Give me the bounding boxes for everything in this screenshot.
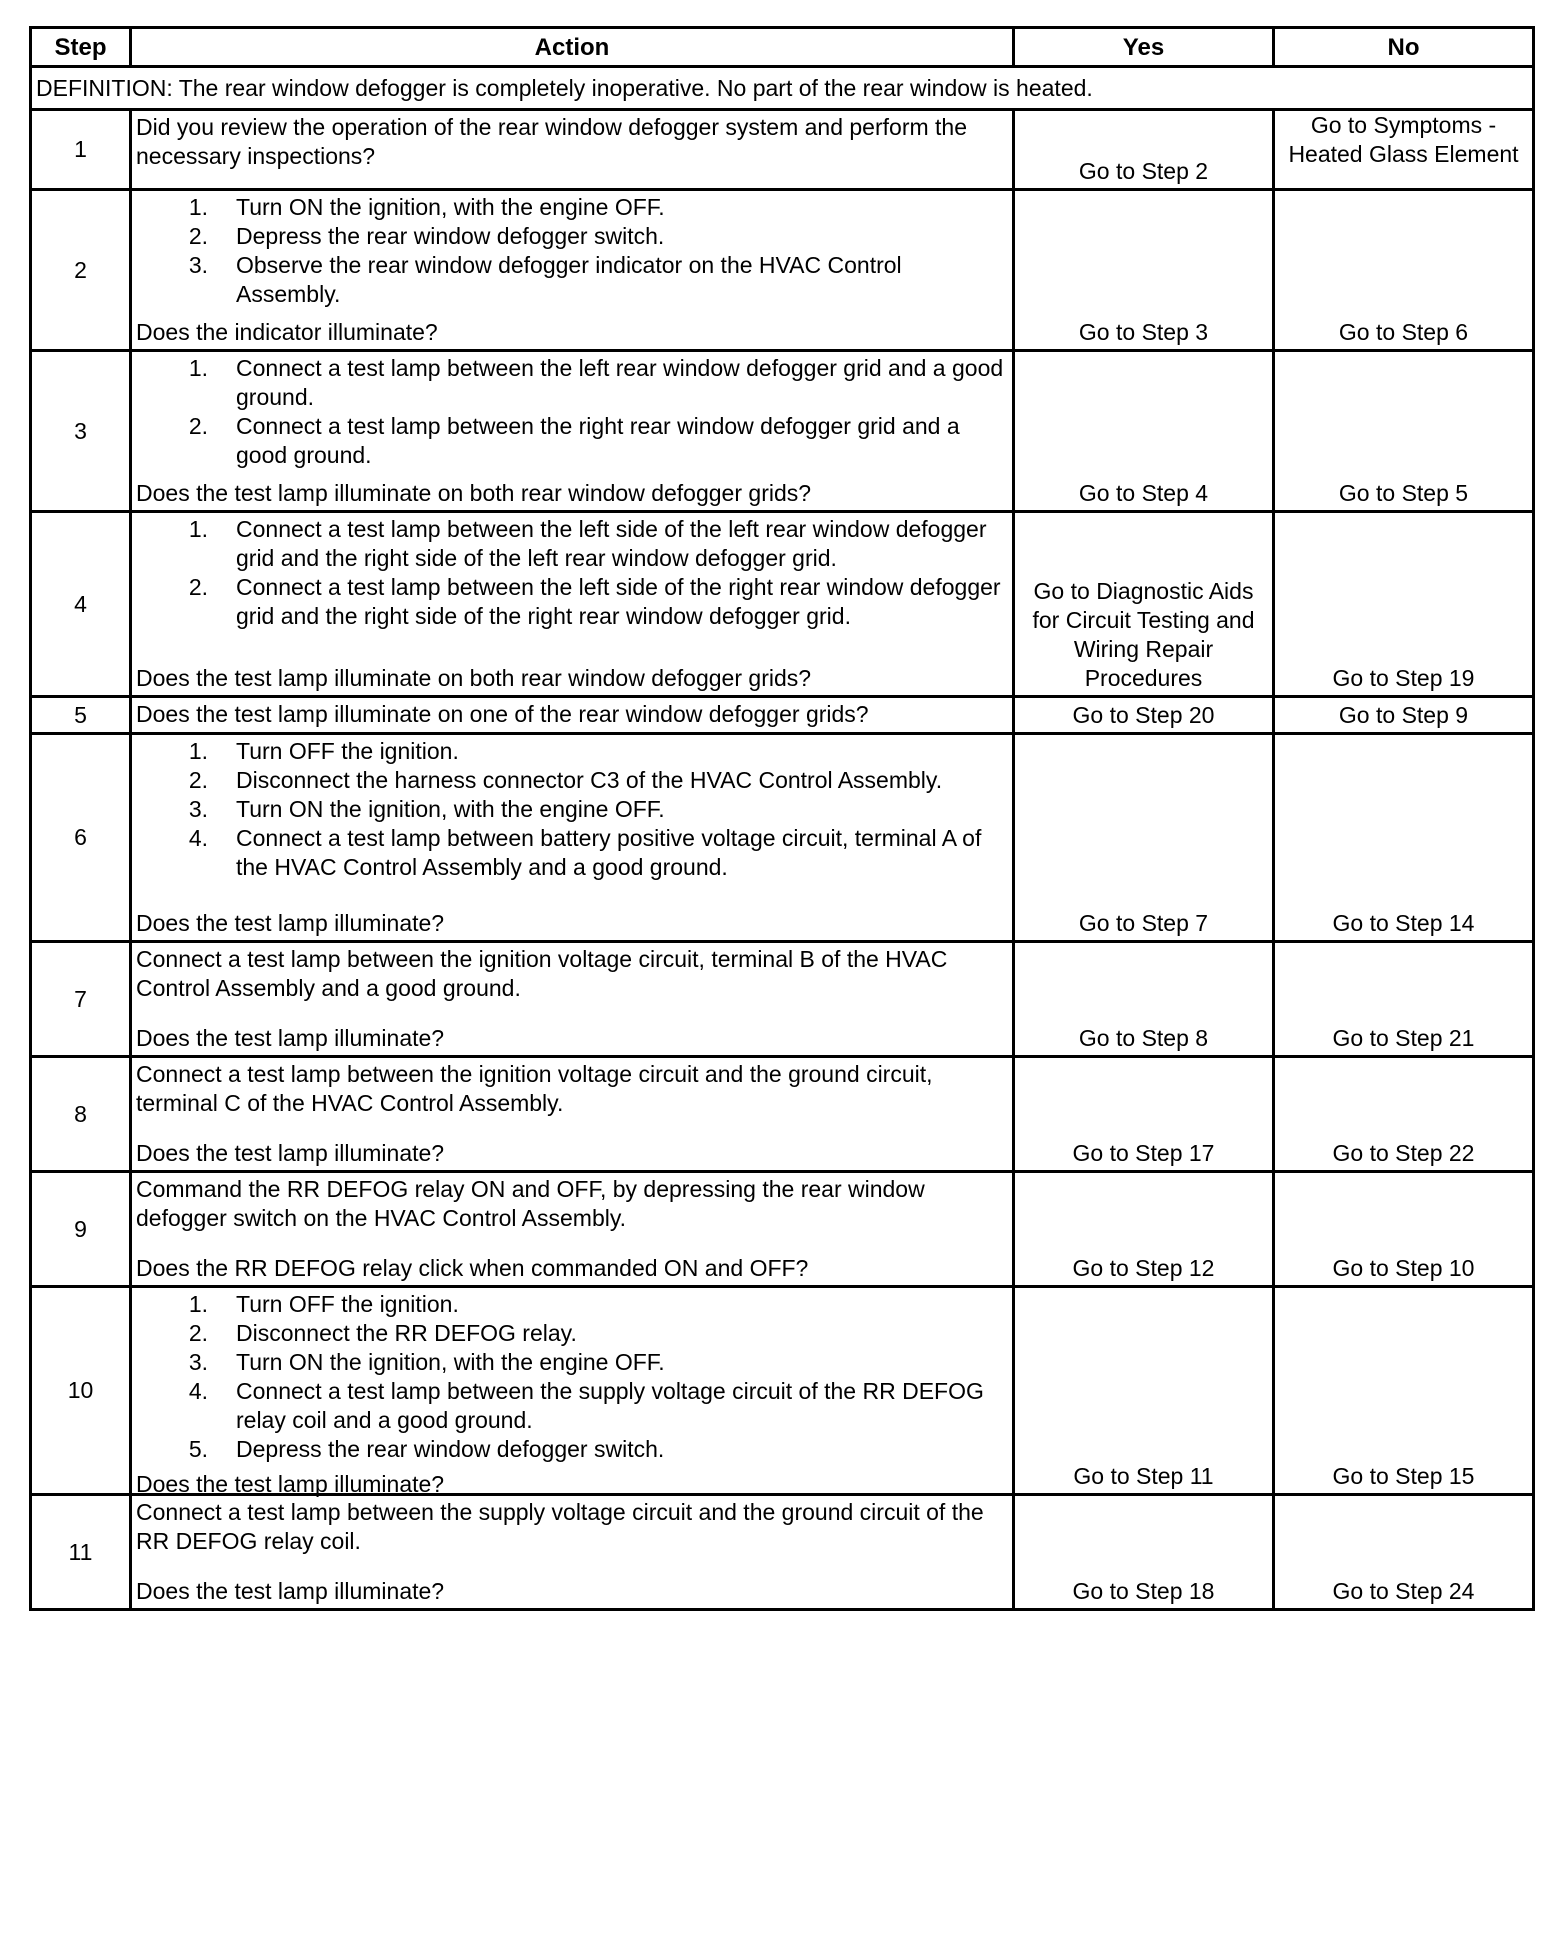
action-cell: [131, 1057, 1014, 1172]
step-number: 10: [31, 1287, 131, 1495]
action-cell: [131, 1495, 1014, 1610]
table-row: [31, 734, 1534, 942]
action-steps-list: [136, 193, 1008, 309]
action-top: [136, 354, 1008, 470]
action-cell: [131, 1287, 1014, 1495]
definition-row: [31, 67, 1534, 110]
list-item-number: 2.: [188, 767, 208, 793]
action-question: Does the indicator illuminate?: [136, 319, 438, 345]
list-item-number: 5.: [188, 1436, 208, 1462]
list-item-text: Connect a test lamp between battery positive voltage circuit, terminal A of the HVAC Control Assembly and a good ground.: [236, 825, 982, 880]
list-item-number: 2.: [188, 413, 208, 439]
list-item: [136, 1290, 1008, 1319]
action-top: [136, 1498, 1008, 1556]
action-question: Does the test lamp illuminate?: [136, 1578, 445, 1604]
action-content: [132, 1173, 1012, 1285]
list-item-text: Connect a test lamp between the right rear window defogger grid and a good ground.: [236, 413, 960, 468]
list-item: [136, 354, 1008, 412]
list-item-number: 2.: [188, 574, 208, 600]
table-row: [31, 190, 1534, 351]
action-cell: [131, 1172, 1014, 1287]
table-row: [31, 1057, 1534, 1172]
list-item-number: 3.: [188, 252, 208, 278]
action-question: Does the test lamp illuminate on both rear window defogger grids?: [136, 665, 812, 691]
step-number: 6: [31, 734, 131, 942]
list-item: [136, 222, 1008, 251]
list-item-number: 4.: [188, 1378, 208, 1404]
header-no: No: [1274, 28, 1534, 67]
list-item-number: 4.: [188, 825, 208, 851]
list-item: [136, 193, 1008, 222]
action-intro: Command the RR DEFOG relay ON and OFF, by depressing the rear window defogger switch on the HVAC Control Assembly.: [136, 1176, 925, 1231]
action-top: [136, 515, 1008, 631]
action-steps-list: [136, 737, 1008, 882]
header-yes: Yes: [1014, 28, 1274, 67]
list-item-text: Disconnect the harness connector C3 of the HVAC Control Assembly.: [236, 767, 943, 793]
action-top: [136, 1175, 1008, 1233]
action-steps-list: [136, 515, 1008, 631]
list-item: [136, 795, 1008, 824]
action-question: Does the test lamp illuminate?: [136, 1025, 445, 1051]
step-number: 2: [31, 190, 131, 351]
no-cell: Go to Step 5: [1274, 351, 1534, 512]
list-item-text: Disconnect the RR DEFOG relay.: [236, 1320, 577, 1346]
table-row: [31, 1287, 1534, 1495]
yes-cell: Go to Step 3: [1014, 190, 1274, 351]
action-intro: Connect a test lamp between the supply voltage circuit and the ground circuit of the RR DEFOG relay coil.: [136, 1499, 984, 1554]
action-question: Does the RR DEFOG relay click when commanded ON and OFF?: [136, 1255, 809, 1281]
action-content: [132, 943, 1012, 1055]
yes-cell: Go to Step 4: [1014, 351, 1274, 512]
table-row: [31, 942, 1534, 1057]
action-cell: [131, 190, 1014, 351]
no-cell: Go to Step 21: [1274, 942, 1534, 1057]
step-number: 4: [31, 512, 131, 697]
list-item-text: Connect a test lamp between the left side of the left rear window defogger grid and the right side of the left rear window defogger grid.: [236, 516, 987, 571]
action-content: [132, 191, 1012, 349]
action-top: [136, 193, 1008, 309]
action-intro: Does the test lamp illuminate on one of the rear window defogger grids?: [136, 701, 869, 727]
diagnostic-table: [29, 26, 1535, 1611]
table-row: [31, 697, 1534, 734]
list-item: [136, 1319, 1008, 1348]
list-item: [136, 412, 1008, 470]
action-cell: [131, 734, 1014, 942]
action-content: [132, 1058, 1012, 1170]
step-number: 3: [31, 351, 131, 512]
action-content: [132, 1288, 1012, 1497]
action-intro: Connect a test lamp between the ignition voltage circuit and the ground circuit, terminal C of the HVAC Control Assembly.: [136, 1061, 933, 1116]
action-content: [132, 735, 1012, 940]
yes-cell: Go to Step 12: [1014, 1172, 1274, 1287]
action-content: [132, 698, 1012, 732]
action-content: [132, 111, 1012, 188]
list-item: [136, 737, 1008, 766]
list-item: [136, 1435, 1008, 1464]
table-row: [31, 1495, 1534, 1610]
list-item-number: 2.: [188, 1320, 208, 1346]
no-cell: Go to Step 22: [1274, 1057, 1534, 1172]
list-item-number: 3.: [188, 1349, 208, 1375]
list-item: [136, 573, 1008, 631]
no-cell: Go to Symptoms - Heated Glass Element: [1274, 110, 1534, 190]
list-item-text: Depress the rear window defogger switch.: [236, 1436, 665, 1462]
diagnostic-document: [29, 26, 1532, 1611]
yes-cell: Go to Step 17: [1014, 1057, 1274, 1172]
action-steps-list: [136, 354, 1008, 470]
no-cell: Go to Step 9: [1274, 697, 1534, 734]
list-item-text: Turn ON the ignition, with the engine OFF.: [236, 796, 665, 822]
list-item: [136, 766, 1008, 795]
table-row: [31, 110, 1534, 190]
action-intro: Connect a test lamp between the ignition voltage circuit, terminal B of the HVAC Control Assembly and a good ground.: [136, 946, 948, 1001]
action-question: Does the test lamp illuminate?: [136, 1140, 445, 1166]
yes-cell: Go to Step 11: [1014, 1287, 1274, 1495]
step-number: 7: [31, 942, 131, 1057]
list-item: [136, 1348, 1008, 1377]
action-top: [136, 945, 1008, 1003]
step-number: 11: [31, 1495, 131, 1610]
yes-cell: Go to Step 20: [1014, 697, 1274, 734]
step-number: 8: [31, 1057, 131, 1172]
list-item-number: 1.: [188, 194, 208, 220]
list-item-text: Turn OFF the ignition.: [236, 738, 459, 764]
yes-cell: Go to Step 7: [1014, 734, 1274, 942]
header-action: Action: [131, 28, 1014, 67]
list-item: [136, 824, 1008, 882]
action-cell: [131, 697, 1014, 734]
yes-cell: Go to Step 2: [1014, 110, 1274, 190]
no-cell: Go to Step 6: [1274, 190, 1534, 351]
yes-cell: Go to Step 18: [1014, 1495, 1274, 1610]
list-item-text: Turn ON the ignition, with the engine OFF.: [236, 1349, 665, 1375]
no-cell: Go to Step 10: [1274, 1172, 1534, 1287]
header-row: [31, 28, 1534, 67]
step-number: 5: [31, 697, 131, 734]
list-item-number: 2.: [188, 223, 208, 249]
action-top: [136, 113, 1008, 171]
list-item-number: 1.: [188, 738, 208, 764]
no-cell: Go to Step 14: [1274, 734, 1534, 942]
action-steps-list: [136, 1290, 1008, 1464]
action-cell: [131, 351, 1014, 512]
action-question: Does the test lamp illuminate?: [136, 910, 445, 936]
action-question: Does the test lamp illuminate on both rear window defogger grids?: [136, 480, 812, 506]
list-item: [136, 251, 1008, 309]
list-item-text: Connect a test lamp between the supply voltage circuit of the RR DEFOG relay coil and a good ground.: [236, 1378, 984, 1433]
step-number: 1: [31, 110, 131, 190]
table-row: [31, 512, 1534, 697]
action-top: [136, 700, 1008, 729]
action-cell: [131, 110, 1014, 190]
step-number: 9: [31, 1172, 131, 1287]
table-row: [31, 351, 1534, 512]
action-top: [136, 1290, 1008, 1464]
action-question: Does the test lamp illuminate?: [136, 1471, 445, 1497]
action-top: [136, 1060, 1008, 1118]
list-item-text: Connect a test lamp between the left side of the right rear window defogger grid and the right side of the right rear window defogger grid.: [236, 574, 1001, 629]
list-item-number: 3.: [188, 796, 208, 822]
list-item-text: Turn ON the ignition, with the engine OFF.: [236, 194, 665, 220]
list-item: [136, 515, 1008, 573]
action-content: [132, 1496, 1012, 1608]
no-cell: Go to Step 19: [1274, 512, 1534, 697]
action-content: [132, 352, 1012, 510]
action-cell: [131, 942, 1014, 1057]
list-item: [136, 1377, 1008, 1435]
yes-cell: Go to Step 8: [1014, 942, 1274, 1057]
table-row: [31, 1172, 1534, 1287]
list-item-text: Depress the rear window defogger switch.: [236, 223, 665, 249]
no-cell: Go to Step 24: [1274, 1495, 1534, 1610]
action-intro: Did you review the operation of the rear window defogger system and perform the necessary inspections?: [136, 114, 967, 169]
list-item-text: Observe the rear window defogger indicator on the HVAC Control Assembly.: [236, 252, 902, 307]
action-content: [132, 513, 1012, 695]
list-item-text: Turn OFF the ignition.: [236, 1291, 459, 1317]
list-item-number: 1.: [188, 355, 208, 381]
list-item-number: 1.: [188, 1291, 208, 1317]
no-cell: Go to Step 15: [1274, 1287, 1534, 1495]
yes-cell: Go to Diagnostic Aids for Circuit Testing and Wiring Repair Procedures: [1014, 512, 1274, 697]
action-cell: [131, 512, 1014, 697]
header-step: Step: [31, 28, 131, 67]
list-item-number: 1.: [188, 516, 208, 542]
list-item-text: Connect a test lamp between the left rear window defogger grid and a good ground.: [236, 355, 1004, 410]
definition-text: DEFINITION: The rear window defogger is completely inoperative. No part of the rear window is heated.: [31, 67, 1534, 110]
action-top: [136, 737, 1008, 882]
